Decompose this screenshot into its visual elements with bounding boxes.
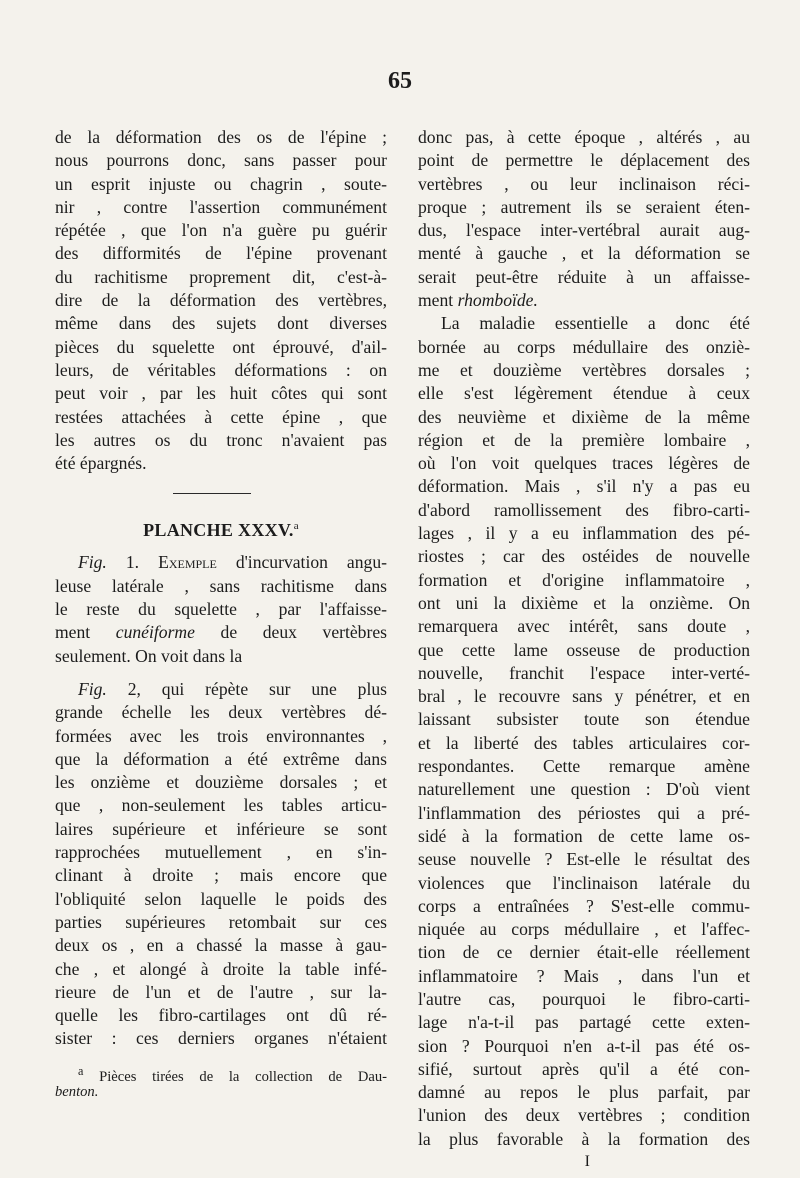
text-line: proque ; autrement ils se seraient éten-	[418, 196, 750, 217]
footnote	[55, 1061, 387, 1103]
page-number: 65	[388, 68, 412, 94]
text-line: des difformités de l'épine provenant	[55, 243, 387, 264]
text-line: dire de la déformation des vertèbres,	[55, 290, 387, 311]
text-line: restées attachées à cette épine , que	[55, 406, 387, 427]
text-line: formées avec les trois environnantes ,	[55, 725, 387, 746]
signature-mark: I	[584, 1153, 590, 1171]
text-line: l'union des deux vertèbres ; condition	[418, 1105, 750, 1126]
text-line: rieure de l'un et de l'autre , sur la-	[55, 981, 387, 1002]
text-line: che , et alongé à droite la table infé-	[55, 958, 387, 979]
text-line: point de permettre le déplacement des	[418, 150, 750, 171]
text-line: deux os , en a chassé la masse à gau-	[55, 935, 387, 956]
text-line: vertèbres , ou leur inclinaison réci-	[418, 173, 750, 194]
left-column	[55, 126, 387, 1103]
emphasis-term: cunéiforme	[115, 622, 195, 643]
text-line: région et de la première lombaire ,	[418, 429, 750, 450]
fig-label: Fig.	[78, 678, 107, 699]
text-line	[418, 289, 750, 312]
footnote-line	[55, 1061, 387, 1085]
text-line: nous pourrons donc, sans passer pour	[55, 150, 387, 171]
text-line: que , non-seulement les tables articu-	[55, 795, 387, 816]
emphasis-term: rhomboïde.	[457, 290, 538, 311]
text-line: bral , le recouvre sans y pénétrer, et en	[418, 686, 750, 707]
text-line: le reste du squelette , par l'affaisse-	[55, 599, 387, 620]
text-line: laires supérieure et inférieure se sont	[55, 818, 387, 839]
text-line: la plus favorable à la formation des	[418, 1128, 750, 1149]
text-span: ment	[418, 290, 458, 311]
text-line: serait peut-être réduite à un affaisse-	[418, 266, 750, 287]
text-line: déformation. Mais , s'il n'y a pas eu	[418, 476, 750, 497]
text-line: sister : ces derniers organes n'étaient	[55, 1028, 387, 1049]
text-line: corps a entraînées ? S'est-elle commu-	[418, 895, 750, 916]
text-line: menté à gauche , et la déformation se	[418, 243, 750, 264]
text-line: seulement. On voit dans la	[55, 645, 243, 666]
text-line: ont uni la dixième et la onzième. On	[418, 592, 750, 613]
text-line: où l'on voit quelques traces légères de	[418, 453, 750, 474]
footnote-text: Pièces tirées de la collection de Dau-	[99, 1068, 387, 1085]
text-line: parties supérieures retombait sur ces	[55, 911, 387, 932]
text-line: d'abord ramollissement des fibro-carti-	[418, 499, 750, 520]
text-line: remarquera avec intérêt, sans doute ,	[418, 616, 750, 637]
text-line: les autres os du tronc n'avaient pas	[55, 429, 387, 450]
fig1-heading-line	[55, 551, 387, 574]
text-line: leurs, de véritables déformations : on	[55, 359, 387, 380]
text-line: que la déformation a été extrême dans	[55, 748, 387, 769]
text-span: de deux vertèbres	[194, 622, 387, 643]
fig-number: 1.	[125, 552, 140, 573]
text-line: été épargnés.	[55, 453, 147, 474]
text-line: leuse latérale , sans rachitisme dans	[55, 575, 387, 596]
text-line	[55, 621, 387, 644]
plate-title	[55, 511, 387, 541]
section-divider	[55, 475, 387, 511]
text-line: bornée au corps médullaire des onziè-	[418, 336, 750, 357]
text-line: riostes ; car des ostéides de nouvelle	[418, 546, 750, 567]
fig2-paragraph	[55, 678, 387, 1051]
text-line: nir , contre l'assertion communément	[55, 196, 387, 217]
text-line: naturellement une question : D'où vient	[418, 779, 750, 800]
text-line: des neuvième et dixième de la même	[418, 406, 750, 427]
text-line: respondantes. Cette remarque amène	[418, 756, 750, 777]
text-line: tion de ce dernier était-elle réellement	[418, 942, 750, 963]
text-line: même dans des sujets dont diverses	[55, 313, 387, 334]
text-line: l'autre cas, pourquoi le fibro-carti-	[418, 988, 750, 1009]
text-line: répétée , que l'on n'a guère pu guérir	[55, 220, 387, 241]
text-line: un esprit injuste ou chagrin , soute-	[55, 173, 387, 194]
text-line: damné au repos le plus parfait, par	[418, 1082, 750, 1103]
fig2-heading-line	[55, 678, 387, 701]
heading-word: Exemple	[158, 552, 217, 573]
text-line: lages , il y a eu inflammation des pé-	[418, 523, 750, 544]
fig-label: Fig.	[78, 552, 107, 573]
text-line: grande échelle les deux vertèbres dé-	[55, 702, 387, 723]
text-line: sion ? Pourquoi n'en a-t-il pas été os-	[418, 1035, 750, 1056]
text-line: l'obliquité selon laquelle le poids des	[55, 888, 387, 909]
heading-rest: d'incurvation angu-	[216, 552, 387, 573]
text-line: seuse nouvelle ? Est-elle le résultat des	[418, 849, 750, 870]
text-line: les onzième et douzième dorsales ; et	[55, 772, 387, 793]
intro-paragraph	[55, 126, 387, 475]
text-line: nouvelle, franchit l'espace inter-verté-	[418, 662, 750, 683]
text-span: ment	[55, 622, 116, 643]
heading-rest: 2, qui répète sur une plus	[106, 678, 387, 699]
text-line: et la liberté des tables articulaires cor-	[418, 732, 750, 753]
text-line: elle s'est légèrement étendue à ceux	[418, 383, 750, 404]
text-line: du rachitisme proprement dit, c'est-à-	[55, 266, 387, 287]
footnote-text: benton.	[55, 1083, 99, 1100]
text-line: sifié, surtout après qu'il a été con-	[418, 1058, 750, 1079]
text-line: me et douzième vertèbres dorsales ;	[418, 359, 750, 380]
text-line: peut voir , par les huit côtes qui sont	[55, 383, 387, 404]
text-line: de la déformation des os de l'épine ;	[55, 127, 387, 147]
text-line: clinant à droite ; mais encore que	[55, 865, 387, 886]
footnote-mark: a	[78, 1063, 84, 1078]
text-line: niquée au corps médullaire , et l'affec-	[418, 919, 750, 940]
text-line: lage n'a-t-il pas partagé cette exten-	[418, 1012, 750, 1033]
text-line: pièces du squelette ont éprouvé, d'ail-	[55, 336, 387, 357]
text-line: sidé à la formation de cette lame os-	[418, 825, 750, 846]
plate-title-text: PLANCHE XXXV.	[143, 520, 294, 541]
right-column	[418, 126, 750, 1173]
text-line: rapprochées mutuellement , en s'in-	[55, 842, 387, 863]
disease-paragraph	[418, 312, 750, 1151]
text-line: dus, l'espace inter-vertébral aurait aug-	[418, 220, 750, 241]
text-line: que cette lame osseuse de production	[418, 639, 750, 660]
footnote-reference: a	[293, 520, 299, 533]
text-line: formation et d'origine inflammatoire ,	[418, 569, 750, 590]
text-line: quelle les fibro-cartilages ont dû ré-	[55, 1005, 387, 1026]
text-line: laissant subsister toute son étendue	[418, 709, 750, 730]
text-line: donc pas, à cette époque , altérés , au	[418, 127, 750, 147]
text-line: La maladie essentielle a donc été	[441, 313, 750, 334]
text-line: violences que l'inclinaison latérale du	[418, 872, 750, 893]
text-line: l'inflammation des périostes qui a pré-	[418, 802, 750, 823]
text-line: inflammatoire ? Mais , dans l'un et	[418, 965, 750, 986]
continued-paragraph	[418, 126, 750, 312]
fig1-paragraph	[55, 551, 387, 667]
